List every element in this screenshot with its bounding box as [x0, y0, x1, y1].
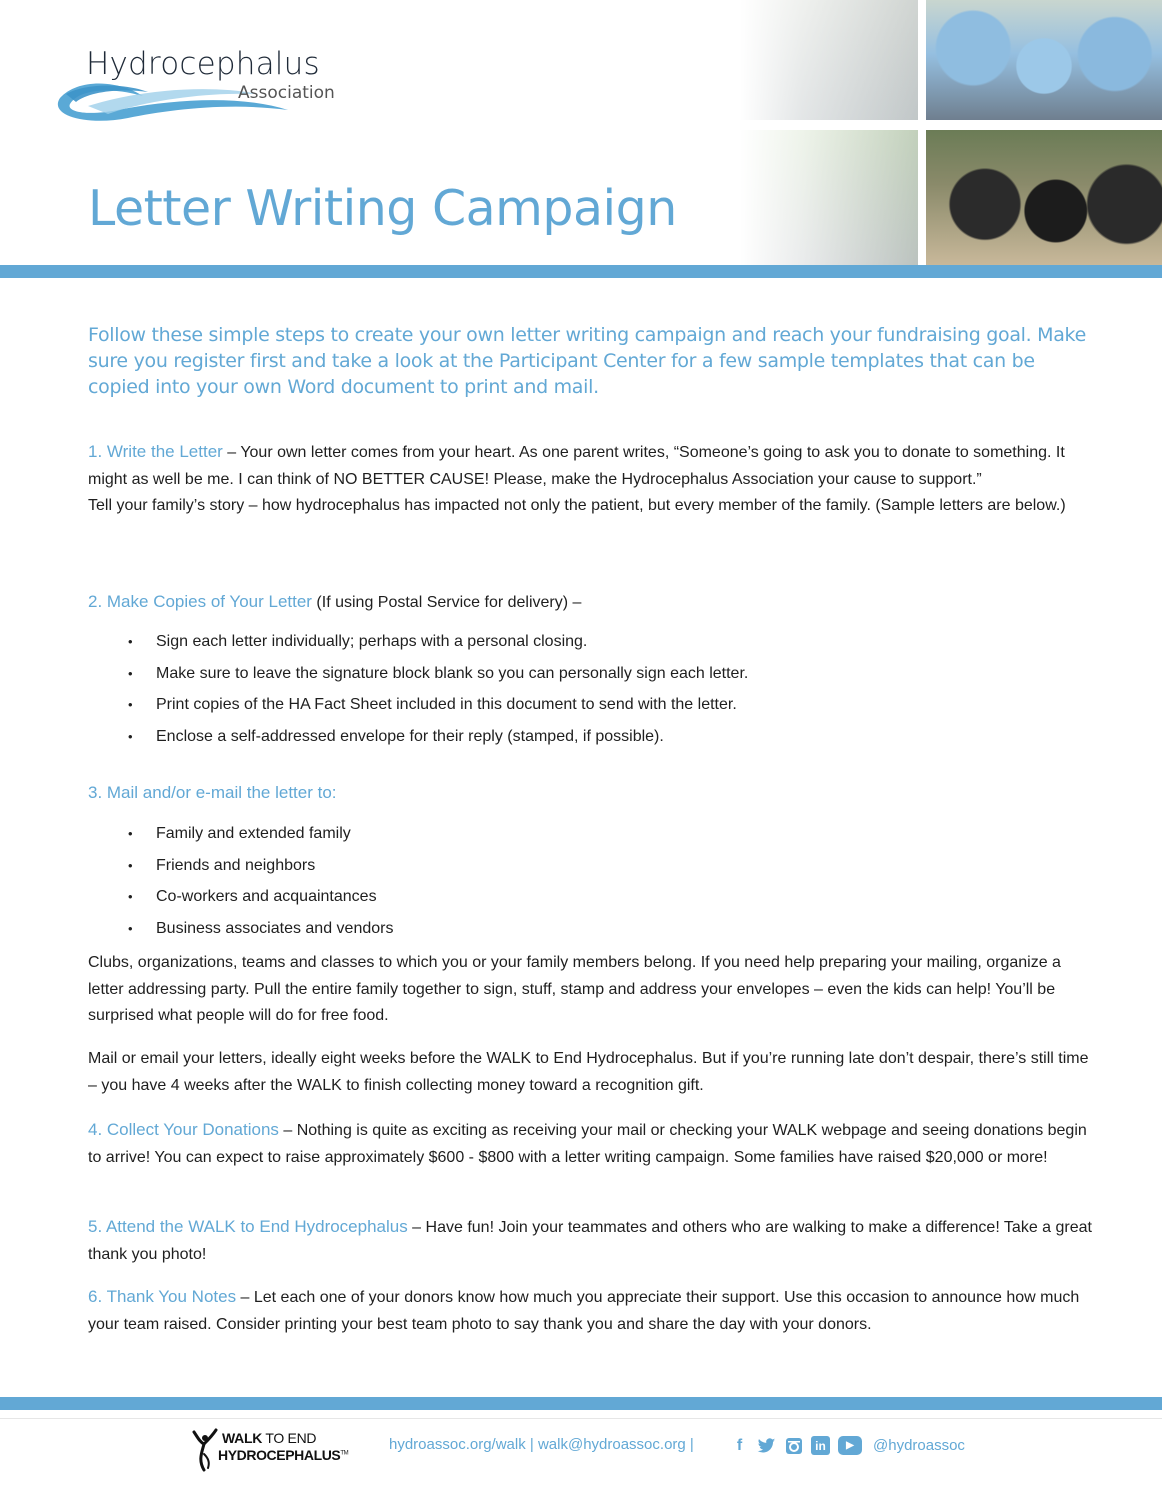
header-divider-bar [0, 265, 1162, 278]
walk-logo-bold: WALK [222, 1430, 263, 1446]
walker-figure-icon [190, 1428, 220, 1472]
step-4 [88, 1117, 1098, 1171]
footer-divider-bar [0, 1397, 1162, 1410]
social-links [730, 1436, 965, 1455]
hydrocephalus-association-logo [48, 46, 368, 136]
step-1-heading: 1. Write the Letter [88, 442, 223, 461]
linkedin-icon[interactable]: in [811, 1436, 830, 1455]
step-3 [88, 780, 1098, 808]
step-3-paragraph-1: Clubs, organizations, teams and classes to which you or your family members belong. If you need help preparing your mailing, organize a letter addressing party. Pull the entire family together to sign, stuff, stamp and address your envelopes – even the kids can help! You’ll be surprised what people will do for free food. [88, 954, 1061, 1024]
list-item: • Family and extended family [128, 818, 393, 850]
list-item: • Co-workers and acquaintances [128, 881, 393, 913]
step-5-text: – Have fun! Join your teammates and others who are walking to make a difference! Take a great thank you photo! [88, 1219, 1092, 1263]
walk-logo-thin: TO END [262, 1430, 317, 1446]
step-1 [88, 439, 1098, 520]
instagram-icon[interactable] [784, 1436, 803, 1455]
list-item: • Friends and neighbors [128, 850, 393, 882]
social-handle[interactable]: @hydroassoc [873, 1437, 965, 1454]
list-item: • Sign each letter individually; perhaps with a personal closing. [128, 626, 748, 658]
intro-paragraph: Follow these simple steps to create your own letter writing campaign and reach your fundraising goal. Make sure you register first and take a look at the Participant Center for a few sample templates that can be copied into your own Word document to print and mail. [88, 324, 1086, 398]
youtube-icon[interactable]: ▶ [838, 1436, 862, 1455]
walk-logo-line2: HYDROCEPHALUS [218, 1447, 341, 1463]
footer-rule [0, 1418, 1162, 1419]
photo-walk-blue-shirts [926, 0, 1162, 120]
trademark: TM [340, 1450, 349, 1457]
step-2-heading: 2. Make Copies of Your Letter [88, 592, 312, 611]
logo-main-text: Hydrocephalus [86, 46, 320, 82]
header-photo-collage [740, 0, 1162, 265]
step-2 [88, 589, 1098, 617]
footer-contact[interactable]: hydroassoc.org/walk | walk@hydroassoc.org | [389, 1436, 694, 1453]
list-item: • Business associates and vendors [128, 913, 393, 945]
photo-walk-grey-shirts [740, 130, 918, 265]
step-1-text: – Your own letter comes from your heart. As one parent writes, “Someone’s going to ask you to donate to something. It might as well be me. I can think of NO BETTER CAUSE! Please, make the Hydrocephalus Association your cause to support.” [88, 444, 1065, 488]
twitter-icon[interactable] [757, 1436, 776, 1455]
step-2-bullet-list [128, 626, 748, 752]
list-item: • Make sure to leave the signature block blank so you can personally sign each letter. [128, 658, 748, 690]
step-6 [88, 1284, 1098, 1338]
step-4-heading: 4. Collect Your Donations [88, 1120, 279, 1139]
walk-to-end-hydrocephalus-logo [190, 1428, 370, 1472]
step-5 [88, 1214, 1098, 1268]
step-3-paragraph-2: Mail or email your letters, ideally eight weeks before the WALK to End Hydrocephalus. But if you’re running late don’t despair, there’s still time – you have 4 weeks after the WALK to finish collecting money toward a recognition gift. [88, 1050, 1089, 1094]
page-title: Letter Writing Campaign [88, 180, 677, 237]
facebook-icon[interactable]: f [736, 1436, 743, 1454]
step-5-heading: 5. Attend the WALK to End Hydrocephalus [88, 1217, 408, 1236]
step-2-text: (If using Postal Service for delivery) – [311, 594, 582, 611]
photo-walk-white-shirts [740, 0, 918, 120]
step-6-heading: 6. Thank You Notes [88, 1287, 237, 1306]
step-3-bullet-list [128, 818, 393, 944]
step-6-text: – Let each one of your donors know how much you appreciate their support. Use this occasion to announce how much your team raised. Consider printing your best team photo to say thank you and share the day with your donors. [88, 1289, 1080, 1333]
step-1-text-2: Tell your family’s story – how hydrocephalus has impacted not only the patient, but every member of the family. (Sample letters are below.) [88, 497, 1066, 514]
step-3-heading: 3. Mail and/or e-mail the letter to: [88, 783, 337, 802]
list-item: • Print copies of the HA Fact Sheet included in this document to send with the letter. [128, 689, 748, 721]
step-4-text: – Nothing is quite as exciting as receiving your mail or checking your WALK webpage and seeing donations begin to arrive! You can expect to raise approximately $600 - $800 with a letter writing campaign. Some families have raised $20,000 or more! [88, 1122, 1087, 1166]
list-item: • Enclose a self-addressed envelope for their reply (stamped, if possible). [128, 721, 748, 753]
logo-sub-text: Association [238, 83, 335, 103]
photo-walk-photo-shirts [926, 130, 1162, 265]
